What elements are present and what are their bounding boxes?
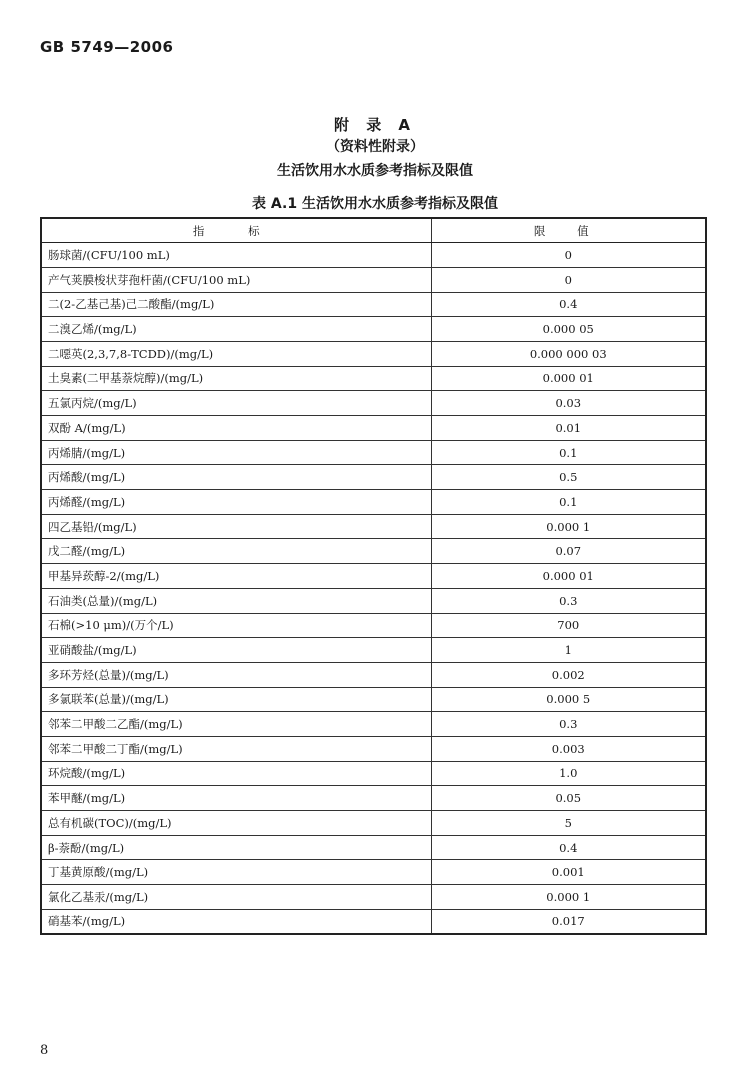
limit-value-cell: 0.4 [431,292,706,317]
indicator-cell: 四乙基铅/(mg/L) [41,514,431,539]
table-row [41,786,706,811]
limit-value-cell: 0.000 1 [431,885,706,910]
table-row [41,391,706,416]
limit-value-cell: 0.3 [431,712,706,737]
limit-column-header: 限 值 [431,218,706,243]
indicator-cell: 甲基异莰醇-2/(mg/L) [41,564,431,589]
table-row [41,416,706,441]
indicator-cell: 环烷酸/(mg/L) [41,761,431,786]
table-row [41,909,706,934]
table-row [41,341,706,366]
limit-value-cell: 1.0 [431,761,706,786]
table-row [41,835,706,860]
table-row [41,292,706,317]
indicator-cell: 产气荚膜梭状芽孢杆菌/(CFU/100 mL) [41,267,431,292]
indicator-cell: 二溴乙烯/(mg/L) [41,317,431,342]
table-body [41,243,706,934]
limit-value-cell: 0 [431,243,706,268]
table-row [41,490,706,515]
indicator-cell: 丙烯酸/(mg/L) [41,465,431,490]
indicator-cell: 石油类(总量)/(mg/L) [41,588,431,613]
indicator-cell: 邻苯二甲酸二丁酯/(mg/L) [41,736,431,761]
table-row [41,613,706,638]
limit-value-cell: 0 [431,267,706,292]
limit-value-cell: 0.1 [431,440,706,465]
limit-value-cell: 0.002 [431,662,706,687]
table-row [41,514,706,539]
table-row [41,243,706,268]
table-row [41,317,706,342]
limit-value-cell: 0.3 [431,588,706,613]
limit-value-cell: 5 [431,811,706,836]
limit-value-cell: 0.05 [431,786,706,811]
indicator-cell: 多环芳烃(总量)/(mg/L) [41,662,431,687]
limit-value-cell: 0.000 05 [431,317,706,342]
table-row [41,687,706,712]
reference-indicators-table-container [40,217,705,935]
page-number: 8 [40,1043,49,1058]
appendix-type: （资料性附录） [326,139,424,155]
limit-value-cell: 0.003 [431,736,706,761]
table-caption: 表 A.1 生活饮用水水质参考指标及限值 [252,196,498,212]
indicator-cell: 亚硝酸盐/(mg/L) [41,638,431,663]
limit-value-cell: 0.001 [431,860,706,885]
indicator-cell: 土臭素(二甲基萘烷醇)/(mg/L) [41,366,431,391]
standard-code: GB 5749—2006 [40,38,174,56]
table-row [41,267,706,292]
indicator-cell: 戊二醛/(mg/L) [41,539,431,564]
appendix-name: 生活饮用水水质参考指标及限值 [277,163,473,179]
table-row [41,588,706,613]
limit-value-cell: 0.03 [431,391,706,416]
table-row [41,662,706,687]
table-row [41,761,706,786]
limit-value-cell: 0.4 [431,835,706,860]
table-row [41,736,706,761]
indicator-cell: 苯甲醚/(mg/L) [41,786,431,811]
reference-indicators-table [40,217,707,935]
limit-value-cell: 0.07 [431,539,706,564]
indicator-column-header: 指 标 [41,218,431,243]
limit-value-cell: 0.000 01 [431,366,706,391]
limit-value-cell: 700 [431,613,706,638]
indicator-cell: 肠球菌/(CFU/100 mL) [41,243,431,268]
limit-value-cell: 1 [431,638,706,663]
table-header-row [41,218,706,243]
indicator-cell: β-萘酚/(mg/L) [41,835,431,860]
indicator-cell: 丙烯醛/(mg/L) [41,490,431,515]
indicator-cell: 二(2-乙基己基)己二酸酯/(mg/L) [41,292,431,317]
table-row [41,539,706,564]
table-row [41,440,706,465]
table-row [41,811,706,836]
indicator-cell: 双酚 A/(mg/L) [41,416,431,441]
appendix-title: 附 录 A [333,116,417,134]
table-row [41,564,706,589]
indicator-cell: 硝基苯/(mg/L) [41,909,431,934]
table-row [41,860,706,885]
indicator-cell: 丁基黄原酸/(mg/L) [41,860,431,885]
indicator-cell: 多氯联苯(总量)/(mg/L) [41,687,431,712]
indicator-cell: 二噁英(2,3,7,8-TCDD)/(mg/L) [41,341,431,366]
limit-value-cell: 0.000 000 03 [431,341,706,366]
limit-value-cell: 0.1 [431,490,706,515]
indicator-cell: 邻苯二甲酸二乙酯/(mg/L) [41,712,431,737]
indicator-cell: 丙烯腈/(mg/L) [41,440,431,465]
limit-value-cell: 0.000 5 [431,687,706,712]
indicator-cell: 石棉(>10 μm)/(万个/L) [41,613,431,638]
indicator-cell: 总有机碳(TOC)/(mg/L) [41,811,431,836]
indicator-cell: 氯化乙基汞/(mg/L) [41,885,431,910]
table-row [41,465,706,490]
limit-value-cell: 0.5 [431,465,706,490]
limit-value-cell: 0.01 [431,416,706,441]
table-row [41,712,706,737]
indicator-cell: 五氯丙烷/(mg/L) [41,391,431,416]
table-row [41,885,706,910]
table-row [41,366,706,391]
limit-value-cell: 0.000 1 [431,514,706,539]
table-row [41,638,706,663]
limit-value-cell: 0.000 01 [431,564,706,589]
limit-value-cell: 0.017 [431,909,706,934]
